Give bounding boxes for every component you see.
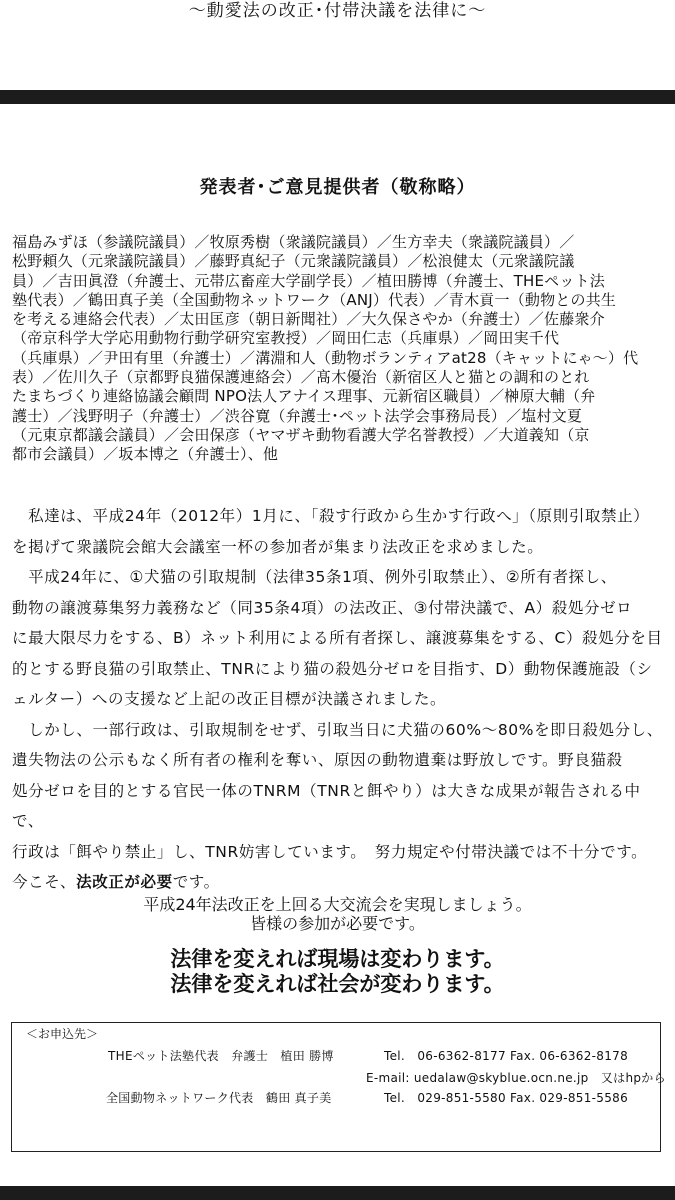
presenters-list (12, 233, 664, 465)
slogan-line-2: 法律を変えれば社会が変わります。 (170, 971, 505, 996)
body-last-line (12, 867, 668, 898)
body-line: 動物の譲渡募集努力義務など（同35条4項）の法改正、③付帯決議で、A）殺処分ゼロ (12, 598, 633, 617)
presenters-line: （元東京都議会議員）／会田保彦（ヤマザキ動物看護大学名誉教授）／大道義知（京 (12, 425, 590, 444)
presenters-line: （兵庫県）／尹田有里（弁護士）／溝淵和人（動物ボランティアat28（キャットにゃ～）代 (12, 348, 639, 367)
contact1-tel: Tel. 06-6362-8177 Fax. 06-6362-8178 (384, 1049, 629, 1063)
body-line: ェルター）への支援など上記の改正目標が決議されました。 (12, 690, 447, 708)
contact1-org: THEペット法塾代表 弁護士 植田 勝博 (108, 1049, 334, 1063)
body-line: を掲げて衆議院会館大会議室一杯の参加者が集まり法改正を求めました。 (12, 537, 544, 556)
presenters-line: 表）／佐川久子（京都野良猫保護連絡会）／髙木優治（新宿区人と猫との調和のとれ (12, 368, 590, 387)
top-divider-bar (0, 90, 675, 104)
presenters-line: 都市会議員）／坂本博之（弁護士）、他 (12, 445, 279, 464)
body-last-emphasis: 法改正が必要 (76, 873, 173, 891)
body-text (12, 501, 668, 898)
header-subtitle: ～動愛法の改正･付帯決議を法律に～ (188, 1, 487, 21)
body-line: 処分ゼロを目的とする官民一体のTNRM（TNRと餌やり）は大きな成果が報告される中で、 (12, 781, 641, 830)
cta-line-2: 皆様の参加が必要です。 (250, 914, 425, 933)
presenters-line: 塾代表）／鶴田真子美（全国動物ネットワーク（ANJ）代表）／青木貢一（動物との共生 (12, 290, 617, 309)
body-line: しかし、一部行政は、引取規制をせず、引取当日に犬猫の60%～80%を即日殺処分し、 (12, 720, 663, 739)
header-band (0, 0, 675, 90)
presenters-line: たまちづくり連絡協議会顧問 NPO法人アナイス理事、元新宿区職員）／榊原大輔（弁 (12, 387, 596, 406)
body-line: 平成24年に、①犬猫の引取規制（法律35条1項、例外引取禁止）、②所有者探し、 (12, 568, 617, 586)
body-line: 私達は、平成24年（2012年）1月に、「殺す行政から生かす行政へ」（原則引取禁止） (12, 507, 650, 525)
presenters-heading: 発表者･ご意見提供者（敬称略） (199, 177, 476, 198)
body-line: に最大限尽力をする、B）ネット利用による所有者探し、譲渡募集をする、C）殺処分を目 (12, 629, 663, 647)
body-line: 的とする野良猫の引取禁止、TNRにより猫の殺処分ゼロを目指す、D）動物保護施設（シ (12, 659, 653, 678)
bottom-divider-bar (0, 1186, 675, 1200)
body-line: 行政は「餌やり禁止」し、TNR妨害しています。 努力規定や付帯決議では不十分です。 (12, 842, 648, 861)
presenters-line: 福島みずほ（参議院議員）／牧原秀樹（衆議院議員）／生方幸夫（衆議院議員）／ (12, 233, 575, 251)
presenters-line: （帝京科学大学応用動物行動学研究室教授）／岡田仁志（兵庫県）／岡田実千代 (12, 329, 560, 348)
contact2-tel: Tel. 029-851-5580 Fax. 029-851-5586 (384, 1091, 629, 1105)
cta-line-1: 平成24年法改正を上回る大交流会を実現しましょう。 (143, 895, 532, 914)
presenters-line: 員）／吉田眞澄（弁護士、元帯広畜産大学副学長）／植田勝博（弁護士、THEペット法 (12, 271, 605, 290)
slogan-line-1: 法律を変えれば現場は変わります。 (170, 946, 505, 971)
body-last-prefix: 今こそ、 (12, 873, 77, 891)
contact-label: ＜お申込先＞ (26, 1027, 99, 1041)
contact2-org: 全国動物ネットワーク代表 鶴田 真子美 (106, 1091, 332, 1105)
body-line: 遺失物法の公示もなく所有者の権利を奪い、原因の動物遺棄は野放しです。野良猫殺 (12, 751, 623, 769)
body-last-suffix: です。 (172, 873, 220, 891)
presenters-line: を考える連絡会代表）／太田匡彦（朝日新聞社）／大久保さやか（弁護士）／佐藤衆介 (12, 310, 605, 329)
presenters-line: 松野頼久（元衆議院議員）／藤野真紀子（元衆議院議員）／松浪健太（元衆議院議 (12, 252, 575, 271)
contact1-email[interactable]: E-mail: uedalaw@skyblue.ocn.ne.jp 又はhpから (366, 1071, 666, 1085)
contact-box (11, 1022, 666, 1152)
presenters-line: 護士）／浅野明子（弁護士）／渋谷寛（弁護士･ペット法学会事務局長）／塩村文夏 (12, 406, 583, 425)
